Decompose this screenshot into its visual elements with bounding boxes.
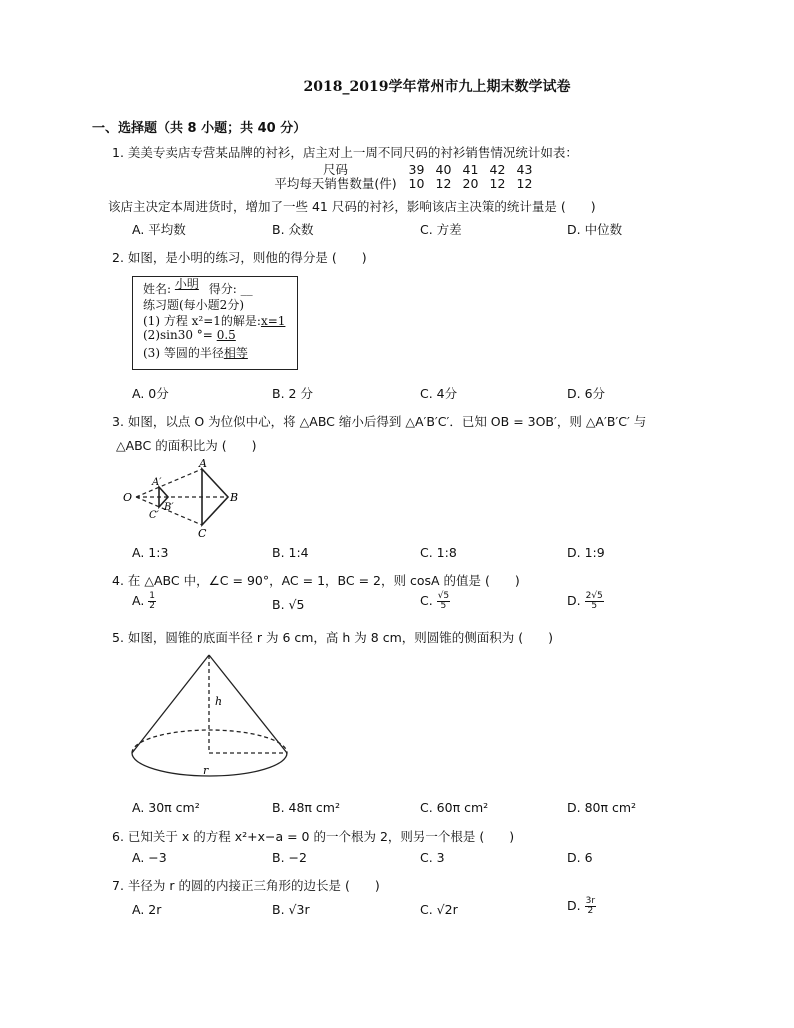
q3-option-c[interactable]: C. 1:8 xyxy=(420,545,457,560)
table-cell: 10 xyxy=(408,176,425,191)
table-cell: 12 xyxy=(516,176,533,191)
q2-exercise-card xyxy=(132,276,298,370)
q3-option-d[interactable]: D. 1:9 xyxy=(567,545,605,560)
card-answer-3: 相等 xyxy=(223,346,248,360)
label-b-prime: B′ xyxy=(164,502,174,513)
card-answer-2: 0.5 xyxy=(216,328,236,342)
q4-option-a[interactable] xyxy=(132,592,156,611)
q2-option-a[interactable]: A. 0分 xyxy=(132,386,169,401)
card-line-3: (3) 等圆的半径 xyxy=(143,346,224,360)
q1-option-a[interactable]: A. 平均数 xyxy=(132,222,186,237)
card-answer-1: x=1 xyxy=(260,314,286,328)
option-letter: C. xyxy=(420,593,433,608)
table-cell: 12 xyxy=(435,176,452,191)
q5-option-c[interactable]: C. 60π cm² xyxy=(420,800,489,815)
q5-stem: 5. 如图，圆锥的底面半径 r 为 6 cm，高 h 为 8 cm，则圆锥的侧面积为 ( ) xyxy=(112,630,553,645)
label-h: h xyxy=(215,695,223,708)
table-cell: 39 xyxy=(408,162,425,177)
table-cell: 20 xyxy=(462,176,479,191)
card-line-2: (2)sin30 °= xyxy=(143,328,213,342)
table-cell: 40 xyxy=(435,162,452,177)
q3-option-a[interactable]: A. 1:3 xyxy=(132,545,169,560)
q3-similarity-figure xyxy=(122,456,242,540)
q1-follow: 该店主决定本周进货时，增加了一些 41 尺码的衬衫，影响该店主决策的统计量是 ( ) xyxy=(108,199,596,214)
label-r: r xyxy=(203,764,209,777)
table-cell: 41 xyxy=(462,162,479,177)
q2-option-c[interactable]: C. 4分 xyxy=(420,386,458,401)
table-header-size: 尺码 xyxy=(322,162,348,177)
option-value: √5 xyxy=(288,597,305,612)
q7-option-a[interactable]: A. 2r xyxy=(132,902,162,917)
option-letter: B. xyxy=(272,597,285,612)
q3-stem-line-1: 3. 如图，以点 O 为位似中心，将 △ABC 缩小后得到 △A′B′C′．已知 OB = 3OB′，则 △A′B′C′ 与 xyxy=(112,414,647,429)
card-heading: 练习题(每小题2分) xyxy=(143,298,244,312)
label-c: C xyxy=(198,527,207,540)
q4-stem: 4. 在 △ABC 中，∠C = 90°，AC = 1，BC = 2，则 cosA 的值是 ( ) xyxy=(112,573,520,588)
q6-option-c[interactable]: C. 3 xyxy=(420,850,445,865)
card-name-label: 姓名: xyxy=(143,282,172,296)
ray-oa xyxy=(136,469,202,497)
q7-option-d[interactable] xyxy=(567,897,596,916)
label-a-prime: A′ xyxy=(152,477,162,488)
q5-option-b[interactable]: B. 48π cm² xyxy=(272,800,340,815)
q3-stem-line-2: △ABC 的面积比为 ( ) xyxy=(116,438,257,453)
fraction: $\frac{√5}{5}$ xyxy=(437,591,450,611)
q7-option-c[interactable]: C. √2r xyxy=(420,902,458,917)
q4-option-c[interactable] xyxy=(420,592,450,611)
q2-stem: 2. 如图，是小明的练习，则他的得分是 ( ) xyxy=(112,250,367,265)
fraction: $\frac{1}{2}$ xyxy=(149,591,156,611)
q6-option-a[interactable]: A. −3 xyxy=(132,850,167,865)
q1-stem: 1. 美美专卖店专营某品牌的衬衫，店主对上一周不同尺码的衬衫销售情况统计如表： xyxy=(112,145,578,160)
q5-option-d[interactable]: D. 80π cm² xyxy=(567,800,637,815)
q7-option-b[interactable]: B. √3r xyxy=(272,902,310,917)
q5-cone-figure xyxy=(126,650,294,790)
cone-left-edge xyxy=(132,655,209,753)
page-title: 2018_2019学年常州市九上期末数学试卷 xyxy=(303,79,571,95)
q6-option-b[interactable]: B. −2 xyxy=(272,850,307,865)
table-cell: 43 xyxy=(516,162,533,177)
table-cell: 42 xyxy=(489,162,506,177)
option-letter: D. xyxy=(567,898,581,913)
option-letter: A. xyxy=(132,593,145,608)
label-o: O xyxy=(123,491,133,504)
q3-option-b[interactable]: B. 1:4 xyxy=(272,545,309,560)
q6-option-d[interactable]: D. 6 xyxy=(567,850,593,865)
table-row xyxy=(268,163,538,177)
table-header-count: 平均每天销售数量(件) xyxy=(274,176,397,191)
label-b: B xyxy=(230,491,239,504)
option-letter: D. xyxy=(567,593,581,608)
q7-stem: 7. 半径为 r 的圆的内接正三角形的边长是 ( ) xyxy=(112,878,380,893)
fraction: $\frac{2√5}{5}$ xyxy=(585,591,603,611)
q1-table xyxy=(268,163,538,191)
table-row xyxy=(268,177,538,191)
q4-option-d[interactable] xyxy=(567,592,604,611)
card-score-label: 得分: __ xyxy=(208,282,253,296)
q2-option-b[interactable]: B. 2 分 xyxy=(272,386,313,401)
table-cell: 12 xyxy=(489,176,506,191)
card-line-1: (1) 方程 x²=1的解是: xyxy=(143,314,261,328)
q4-option-b[interactable] xyxy=(272,597,304,612)
label-c-prime: C′ xyxy=(149,510,159,521)
cone-base-front xyxy=(132,753,287,776)
label-a: A xyxy=(199,457,207,470)
section-heading: 一、选择题（共 8 小题；共 40 分） xyxy=(92,121,307,136)
q1-option-d[interactable]: D. 中位数 xyxy=(567,222,623,237)
fraction: $\frac{3r}{2}$ xyxy=(585,896,596,916)
q5-option-a[interactable]: A. 30π cm² xyxy=(132,800,200,815)
card-name: 小明 xyxy=(174,277,199,291)
q6-stem: 6. 已知关于 x 的方程 x²+x−a = 0 的一个根为 2，则另一个根是 ( ) xyxy=(112,829,515,844)
q1-option-b[interactable]: B. 众数 xyxy=(272,222,314,237)
q2-option-d[interactable]: D. 6分 xyxy=(567,386,606,401)
q1-option-c[interactable]: C. 方差 xyxy=(420,222,462,237)
